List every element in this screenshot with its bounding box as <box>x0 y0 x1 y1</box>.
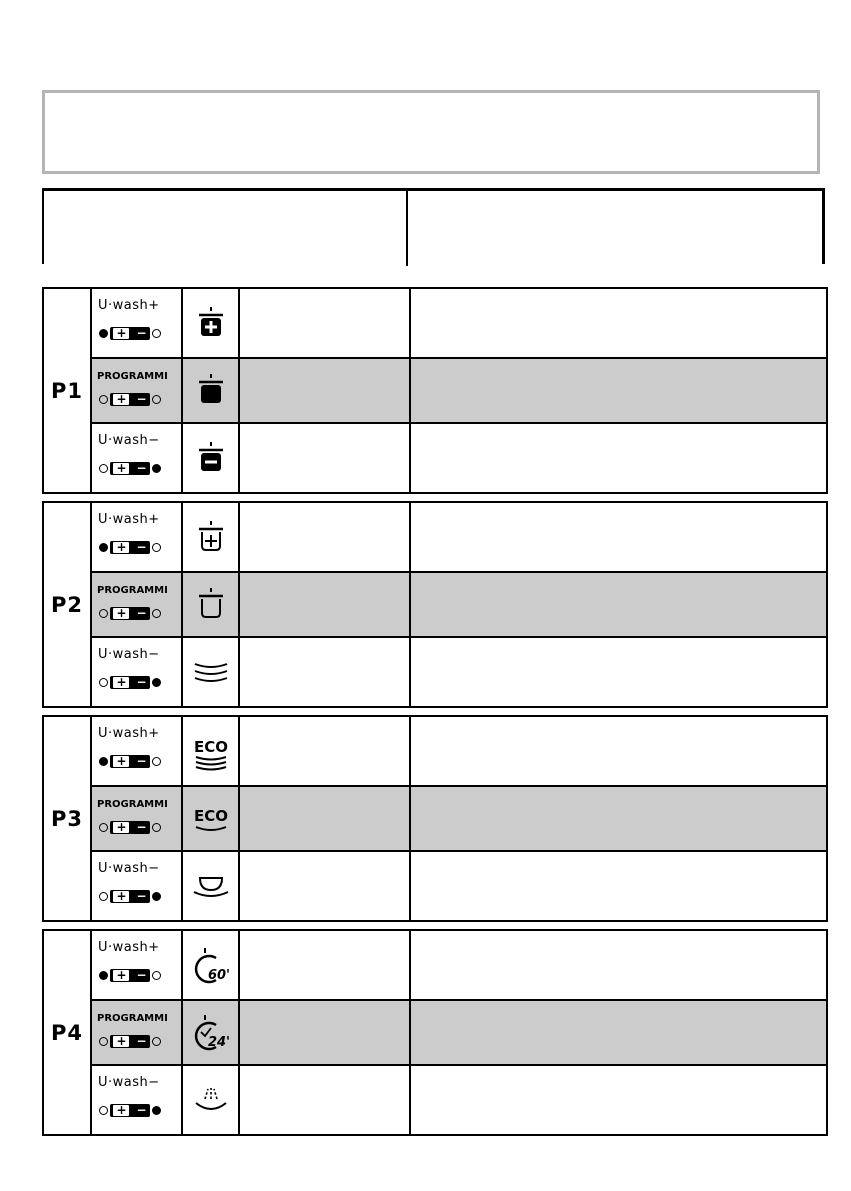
selector-cell <box>90 289 181 358</box>
selector-label: U·wash− <box>98 433 160 448</box>
eco-waves-icon <box>181 717 238 786</box>
group-label: P2 <box>50 592 83 617</box>
program-name-cell <box>238 638 409 707</box>
selector-label: U·wash+ <box>98 512 160 527</box>
program-desc-cell <box>409 717 826 786</box>
program-name-cell <box>238 931 409 1000</box>
program-group-p1 <box>42 287 828 494</box>
indicator-none: + − <box>99 821 161 834</box>
svg-text:ECO: ECO <box>193 737 228 756</box>
program-desc-cell <box>409 359 826 422</box>
indicator-minus: + − <box>99 676 161 689</box>
program-desc-cell <box>409 289 826 358</box>
program-row <box>90 424 826 493</box>
group-label: P3 <box>50 806 83 831</box>
pot-minus-filled-icon <box>181 424 238 493</box>
svg-text:ECO: ECO <box>193 806 228 825</box>
program-name-cell <box>238 717 409 786</box>
selector-label: PROGRAMMI <box>97 585 168 596</box>
cup-icon <box>181 852 238 921</box>
program-name-cell <box>238 1066 409 1135</box>
program-row <box>90 717 826 786</box>
program-group-p4 <box>42 929 828 1136</box>
program-desc-cell <box>409 503 826 572</box>
program-name-cell <box>238 1001 409 1064</box>
program-row <box>90 289 826 358</box>
program-name-cell <box>238 852 409 921</box>
program-row <box>90 638 826 707</box>
program-name-cell <box>238 503 409 572</box>
indicator-plus: + − <box>99 327 161 340</box>
svg-text:24': 24' <box>207 1034 230 1050</box>
svg-text:60': 60' <box>207 967 230 983</box>
program-desc-cell <box>409 931 826 1000</box>
title-box <box>42 90 820 174</box>
timer-60-icon <box>181 931 238 1000</box>
selector-label: U·wash+ <box>98 298 160 313</box>
program-row <box>90 852 826 921</box>
selector-label: PROGRAMMI <box>97 371 168 382</box>
program-row <box>90 999 826 1066</box>
indicator-minus: + − <box>99 462 161 475</box>
program-row <box>90 785 826 852</box>
program-desc-cell <box>409 573 826 636</box>
indicator-none: + − <box>99 393 161 406</box>
program-row <box>90 931 826 1000</box>
table-header <box>42 188 825 264</box>
timer-24-icon <box>181 1001 238 1064</box>
selector-label: PROGRAMMI <box>97 1013 168 1024</box>
indicator-none: + − <box>99 607 161 620</box>
selector-label: U·wash+ <box>98 940 160 955</box>
pot-filled-icon <box>181 359 238 422</box>
selector-label: U·wash+ <box>98 726 160 741</box>
indicator-none: + − <box>99 1035 161 1048</box>
selector-cell <box>90 1066 181 1135</box>
selector-cell <box>90 787 181 850</box>
pot-plus-filled-icon <box>181 289 238 358</box>
rinse-icon <box>181 1066 238 1135</box>
indicator-plus: + − <box>99 969 161 982</box>
selector-cell <box>90 931 181 1000</box>
group-label: P4 <box>50 1020 83 1045</box>
program-desc-cell <box>409 1001 826 1064</box>
group-label: P1 <box>50 378 83 403</box>
program-desc-cell <box>409 638 826 707</box>
program-name-cell <box>238 424 409 493</box>
program-group-p2 <box>42 501 828 708</box>
selector-label: U·wash− <box>98 1075 160 1090</box>
selector-cell <box>90 1001 181 1064</box>
selector-cell <box>90 359 181 422</box>
indicator-plus: + − <box>99 755 161 768</box>
program-name-cell <box>238 787 409 850</box>
selector-label: U·wash− <box>98 647 160 662</box>
selector-cell <box>90 503 181 572</box>
pot-plus-outline-icon <box>181 503 238 572</box>
program-row <box>90 503 826 572</box>
program-name-cell <box>238 359 409 422</box>
selector-label: U·wash− <box>98 861 160 876</box>
pot-outline-icon <box>181 573 238 636</box>
selector-cell <box>90 573 181 636</box>
indicator-plus: + − <box>99 541 161 554</box>
indicator-minus: + − <box>99 890 161 903</box>
program-row <box>90 571 826 638</box>
selector-cell <box>90 852 181 921</box>
program-group-p3 <box>42 715 828 922</box>
selector-cell <box>90 424 181 493</box>
selector-cell <box>90 638 181 707</box>
program-row <box>90 357 826 424</box>
program-name-cell <box>238 289 409 358</box>
program-name-cell <box>238 573 409 636</box>
eco-icon <box>181 787 238 850</box>
program-desc-cell <box>409 852 826 921</box>
program-row <box>90 1066 826 1135</box>
program-desc-cell <box>409 1066 826 1135</box>
waves-icon <box>181 638 238 707</box>
program-desc-cell <box>409 787 826 850</box>
selector-cell <box>90 717 181 786</box>
program-desc-cell <box>409 424 826 493</box>
indicator-minus: + − <box>99 1104 161 1117</box>
header-divider <box>406 188 408 266</box>
selector-label: PROGRAMMI <box>97 799 168 810</box>
